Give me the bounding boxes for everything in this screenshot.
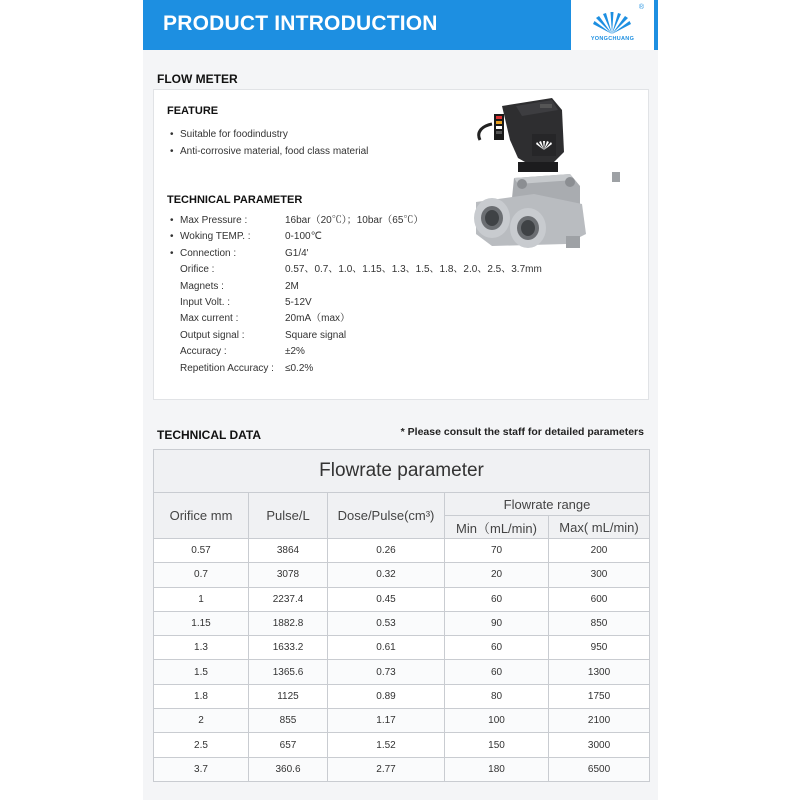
table-row [154, 660, 650, 684]
feature-heading: FEATURE [167, 105, 219, 117]
table-cell: 0.45 [328, 587, 445, 611]
brand-logo-icon [593, 8, 631, 34]
table-row [154, 684, 650, 708]
table-cell: 1 [154, 587, 249, 611]
table-cell: 1.5 [154, 660, 249, 684]
parameter-row [167, 344, 607, 360]
technical-parameter-heading: TECHNICAL PARAMETER [167, 194, 303, 206]
table-cell: 60 [445, 587, 549, 611]
table-cell: 2 [154, 709, 249, 733]
table-cell: 1.15 [154, 611, 249, 635]
parameter-label: Woking TEMP. : [180, 231, 251, 243]
table-cell: 2237.4 [249, 587, 328, 611]
column-header-min: Min（mL/min) [445, 516, 549, 539]
table-row [154, 539, 650, 563]
parameter-row [167, 295, 607, 311]
table-row [154, 587, 650, 611]
parameter-label: Max current : [180, 313, 239, 325]
parameter-label: Max Pressure : [180, 215, 248, 226]
parameter-label: Connection : [180, 247, 237, 259]
parameter-value: 0-100℃ [285, 231, 322, 243]
table-cell: 0.32 [328, 563, 445, 587]
table-cell: 100 [445, 709, 549, 733]
table-row [154, 709, 650, 733]
table-row [154, 757, 650, 781]
table-cell: 600 [549, 587, 650, 611]
table-cell: 1125 [249, 684, 328, 708]
parameter-value: 16bar（20℃）；10bar（65℃） [285, 215, 424, 226]
table-cell: 360.6 [249, 757, 328, 781]
flowrate-table [153, 449, 649, 782]
parameter-row [167, 328, 607, 344]
parameter-value: G1/4' [285, 247, 309, 259]
table-cell: 20 [445, 563, 549, 587]
table-cell: 60 [445, 636, 549, 660]
table-cell: 1.8 [154, 684, 249, 708]
feature-item: • Anti-corrosive material, food class material [167, 143, 368, 160]
table-cell: 150 [445, 733, 549, 757]
table-cell: 3000 [549, 733, 650, 757]
parameter-label: Orifice : [180, 264, 215, 276]
table-title: Flowrate parameter [154, 450, 650, 493]
page-title: PRODUCT INTRODUCTION [163, 12, 438, 35]
table-cell: 0.26 [328, 539, 445, 563]
table-cell: 90 [445, 611, 549, 635]
column-header-flowrate-range: Flowrate range [445, 493, 650, 516]
brand-name: YONGCHUANG [590, 36, 635, 42]
table-cell: 80 [445, 684, 549, 708]
parameter-row [167, 262, 607, 278]
table-cell: 855 [249, 709, 328, 733]
table-cell: 3864 [249, 539, 328, 563]
table-row [154, 611, 650, 635]
table-cell: 2.5 [154, 733, 249, 757]
parameter-value: 5-12V [285, 296, 312, 308]
table-cell: 0.89 [328, 684, 445, 708]
table-cell: 200 [549, 539, 650, 563]
column-header-orifice: Orifice mm [154, 493, 249, 539]
table-cell: 2100 [549, 709, 650, 733]
brand-logo [571, 0, 654, 50]
table-row [154, 733, 650, 757]
parameter-label: Output signal : [180, 329, 245, 341]
table-cell: 1300 [549, 660, 650, 684]
table-cell: 850 [549, 611, 650, 635]
parameter-label: Input Volt. : [180, 296, 231, 308]
header-banner [143, 0, 658, 50]
table-cell: 70 [445, 539, 549, 563]
table-body [154, 539, 650, 782]
table-cell: 1633.2 [249, 636, 328, 660]
feature-item: • Suitable for foodindustry [167, 126, 368, 143]
table-cell: 6500 [549, 757, 650, 781]
parameter-label: Repetition Accuracy : [180, 362, 274, 374]
parameter-row [167, 279, 607, 295]
table-cell: 1.17 [328, 709, 445, 733]
table-cell: 0.73 [328, 660, 445, 684]
parameter-value: 20mA（max） [285, 313, 351, 325]
table-cell: 1.3 [154, 636, 249, 660]
table-cell: 2.77 [328, 757, 445, 781]
parameter-label: Magnets : [180, 280, 224, 292]
parameter-value: Square signal [285, 329, 347, 341]
table-cell: 0.57 [154, 539, 249, 563]
column-header-max: Max( mL/min) [549, 516, 650, 539]
column-header-dose: Dose/Pulse(cm³) [328, 493, 445, 539]
table-cell: 1882.8 [249, 611, 328, 635]
registered-mark: ® [638, 4, 644, 11]
technical-data-heading: TECHNICAL DATA [157, 428, 261, 442]
parameter-value: ±2% [285, 346, 305, 358]
table-cell: 657 [249, 733, 328, 757]
table-cell: 0.7 [154, 563, 249, 587]
table-row [154, 636, 650, 660]
table-cell: 0.61 [328, 636, 445, 660]
flow-meter-heading: FLOW METER [157, 72, 238, 86]
table-cell: 3.7 [154, 757, 249, 781]
table-cell: 180 [445, 757, 549, 781]
table-cell: 1365.6 [249, 660, 328, 684]
parameter-row [167, 311, 607, 327]
table-cell: 1750 [549, 684, 650, 708]
table-cell: 300 [549, 563, 650, 587]
parameter-value: ≤0.2% [285, 362, 314, 374]
flow-meter-product-image [462, 94, 637, 264]
table-cell: 0.53 [328, 611, 445, 635]
table-row [154, 563, 650, 587]
parameter-row [167, 361, 607, 377]
table-cell: 60 [445, 660, 549, 684]
parameter-value: 0.57、0.7、1.0、1.15、1.3、1.5、1.8、2.0、2.5、3.7mm [285, 264, 542, 276]
table-cell: 950 [549, 636, 650, 660]
parameter-value: 2M [285, 280, 299, 292]
table-cell: 1.52 [328, 733, 445, 757]
table-cell: 3078 [249, 563, 328, 587]
consult-note: * Please consult the staff for detailed parameters [400, 426, 644, 438]
column-header-pulse: Pulse/L [249, 493, 328, 539]
feature-list [167, 126, 368, 160]
parameter-label: Accuracy : [180, 346, 227, 358]
feature-card [153, 89, 649, 400]
